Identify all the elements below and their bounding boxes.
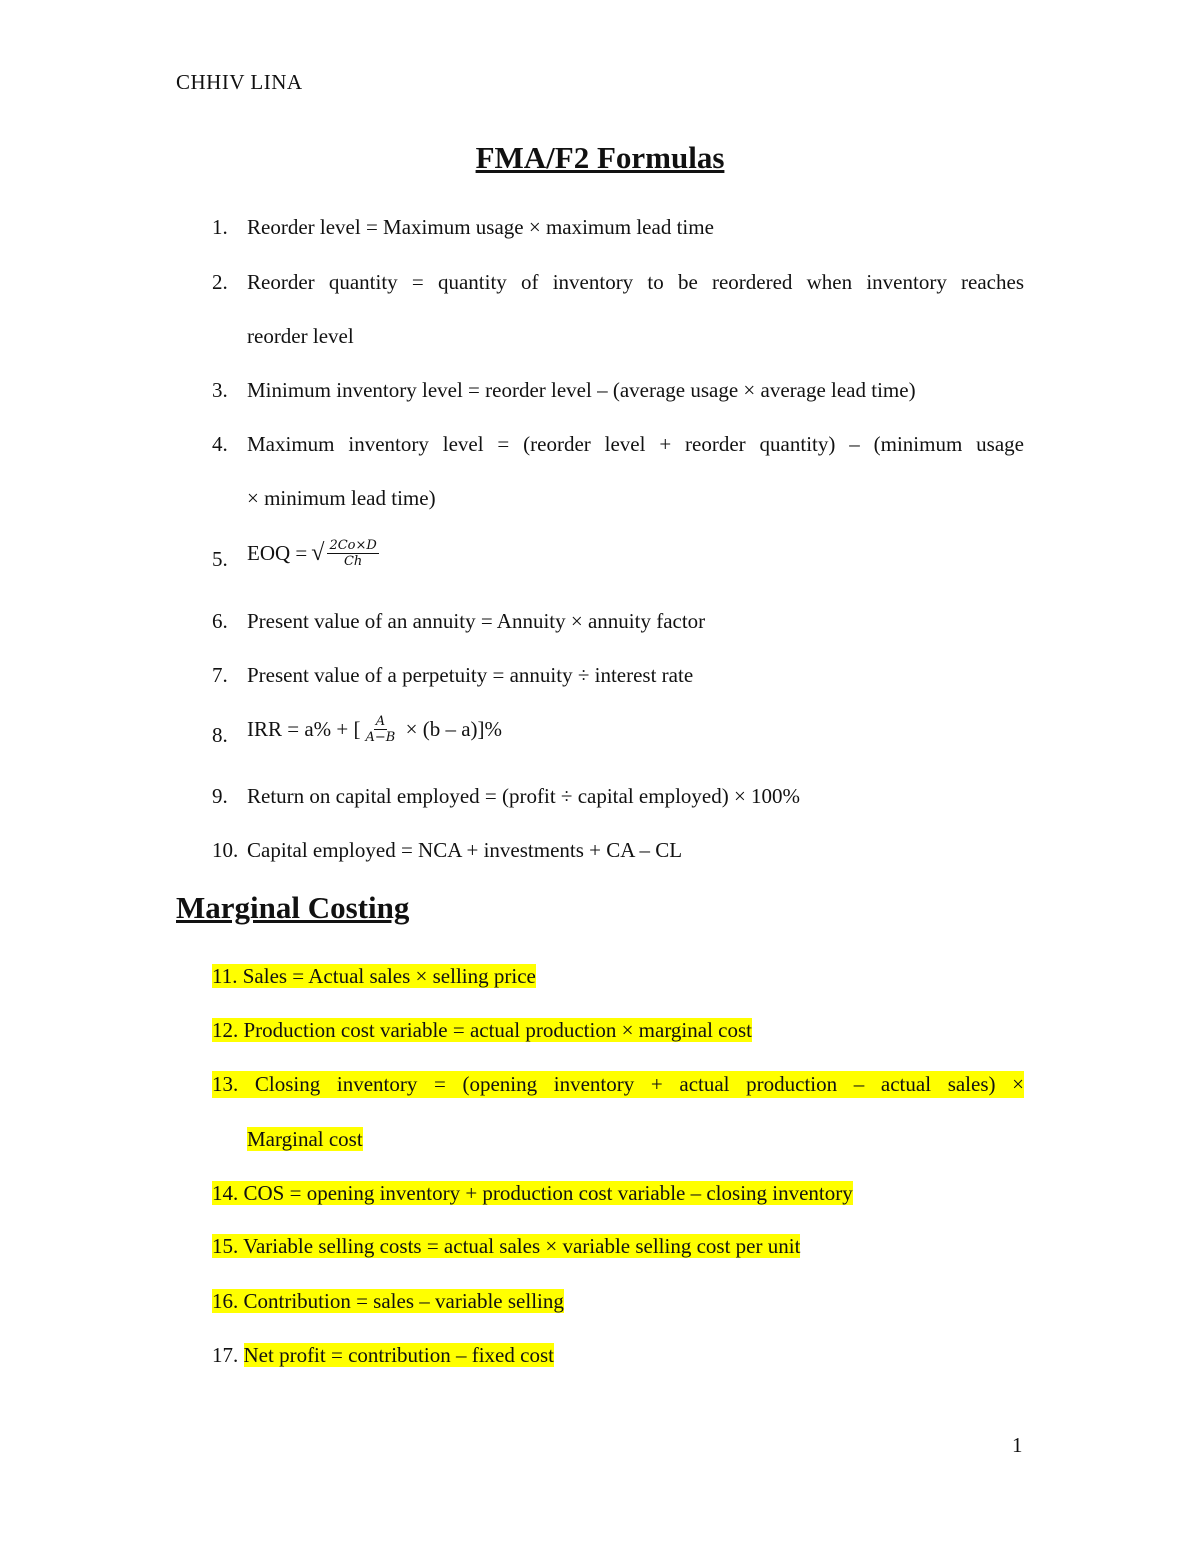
formula-item (212, 214, 1024, 241)
formula-text: COS = opening inventory + production cost variable – closing inventory (243, 1181, 853, 1205)
irr-formula (247, 714, 502, 745)
item-number: 16. (212, 1289, 239, 1313)
eoq-fraction (327, 538, 378, 569)
formula-text: Present value of an annuity = Annuity × annuity factor (247, 609, 706, 633)
formula-text: Present value of a perpetuity = annuity ÷ interest rate (247, 663, 694, 687)
item-number: 3. (212, 378, 228, 402)
highlighted-text (212, 1181, 853, 1205)
item-number: 6. (212, 609, 228, 633)
marginal-item (212, 1180, 1024, 1207)
formula-item (212, 662, 1024, 689)
author-header: CHHIV LINA (176, 70, 303, 94)
fraction-numerator: 2Co×D (329, 538, 377, 553)
item-number: 5. (212, 547, 228, 571)
formula-suffix: × (b – a)]% (400, 717, 502, 741)
page-title: FMA/F2 Formulas (475, 140, 725, 175)
formula-text: Sales = Actual sales × selling price (242, 964, 536, 988)
fraction-numerator: A (375, 714, 386, 729)
marginal-item (212, 1288, 1024, 1315)
formula-continuation (247, 1126, 1027, 1153)
highlighted-text (212, 1289, 564, 1313)
item-number: 14. (212, 1181, 239, 1205)
formula-item (212, 783, 1024, 810)
item-number: 10. (212, 838, 239, 862)
fraction-denominator: Ch (343, 554, 363, 569)
section-heading: Marginal Costing (176, 890, 410, 925)
irr-fraction (364, 714, 398, 745)
formula-continuation: reorder level (247, 324, 354, 348)
item-number: 7. (212, 663, 228, 687)
item-number: 13. (212, 1072, 239, 1096)
formula-item (212, 608, 1024, 635)
formula-item (212, 837, 1024, 864)
highlighted-text (212, 964, 536, 988)
formula-text: Return on capital employed = (profit ÷ capital employed) × 100% (247, 784, 801, 808)
page-number: 1 (1012, 1433, 1023, 1457)
formula-text: Production cost variable = actual production × marginal cost (243, 1018, 753, 1042)
highlighted-text (212, 1071, 1024, 1098)
marginal-item (212, 1017, 1024, 1044)
formula-text: Variable selling costs = actual sales × variable selling cost per unit (243, 1234, 801, 1258)
highlighted-text (212, 1234, 800, 1258)
formula-text: Contribution = sales – variable selling (243, 1289, 564, 1313)
formula-text: Reorder level = Maximum usage × maximum lead time (247, 215, 714, 239)
highlighted-text (212, 1018, 752, 1042)
formula-continuation: × minimum lead time) (247, 486, 436, 510)
formula-text: Minimum inventory level = reorder level – (average usage × average lead time) (247, 378, 916, 402)
item-number: 12. (212, 1018, 239, 1042)
formula-item-irr (212, 714, 1024, 745)
item-number: 17. (212, 1343, 239, 1367)
fraction-denominator: A−B (365, 730, 396, 745)
formula-text: Maximum inventory level = (reorder level + reorder quantity) – (minimum usage (247, 432, 1024, 456)
item-number: 8. (212, 723, 228, 747)
formula-item (212, 377, 1024, 404)
item-number: 15. (212, 1234, 239, 1258)
marginal-item (212, 963, 1024, 990)
item-number: 9. (212, 784, 228, 808)
formula-text: Closing inventory = (opening inventory + actual production – actual sales) × (254, 1072, 1024, 1096)
formula-text: Capital employed = NCA + investments + CA – CL (247, 838, 683, 862)
item-number: 11. (212, 964, 238, 988)
highlighted-text: Marginal cost (247, 1127, 363, 1151)
formula-item-eoq (212, 538, 1024, 569)
formula-text: Net profit = contribution – fixed cost (243, 1343, 554, 1367)
formula-item (212, 269, 1024, 296)
square-root-icon: √ (311, 540, 325, 566)
marginal-item (212, 1233, 1024, 1260)
item-number: 1. (212, 215, 228, 239)
marginal-item (212, 1342, 1024, 1369)
eoq-formula (247, 538, 382, 569)
formula-prefix: IRR = a% + [ (247, 717, 361, 741)
item-number: 4. (212, 432, 228, 456)
formula-prefix: EOQ = (247, 541, 308, 565)
marginal-item (212, 1071, 1024, 1098)
formula-text: Reorder quantity = quantity of inventory to be reordered when inventory reaches (247, 270, 1024, 294)
formula-item (212, 431, 1024, 458)
item-number: 2. (212, 270, 228, 294)
